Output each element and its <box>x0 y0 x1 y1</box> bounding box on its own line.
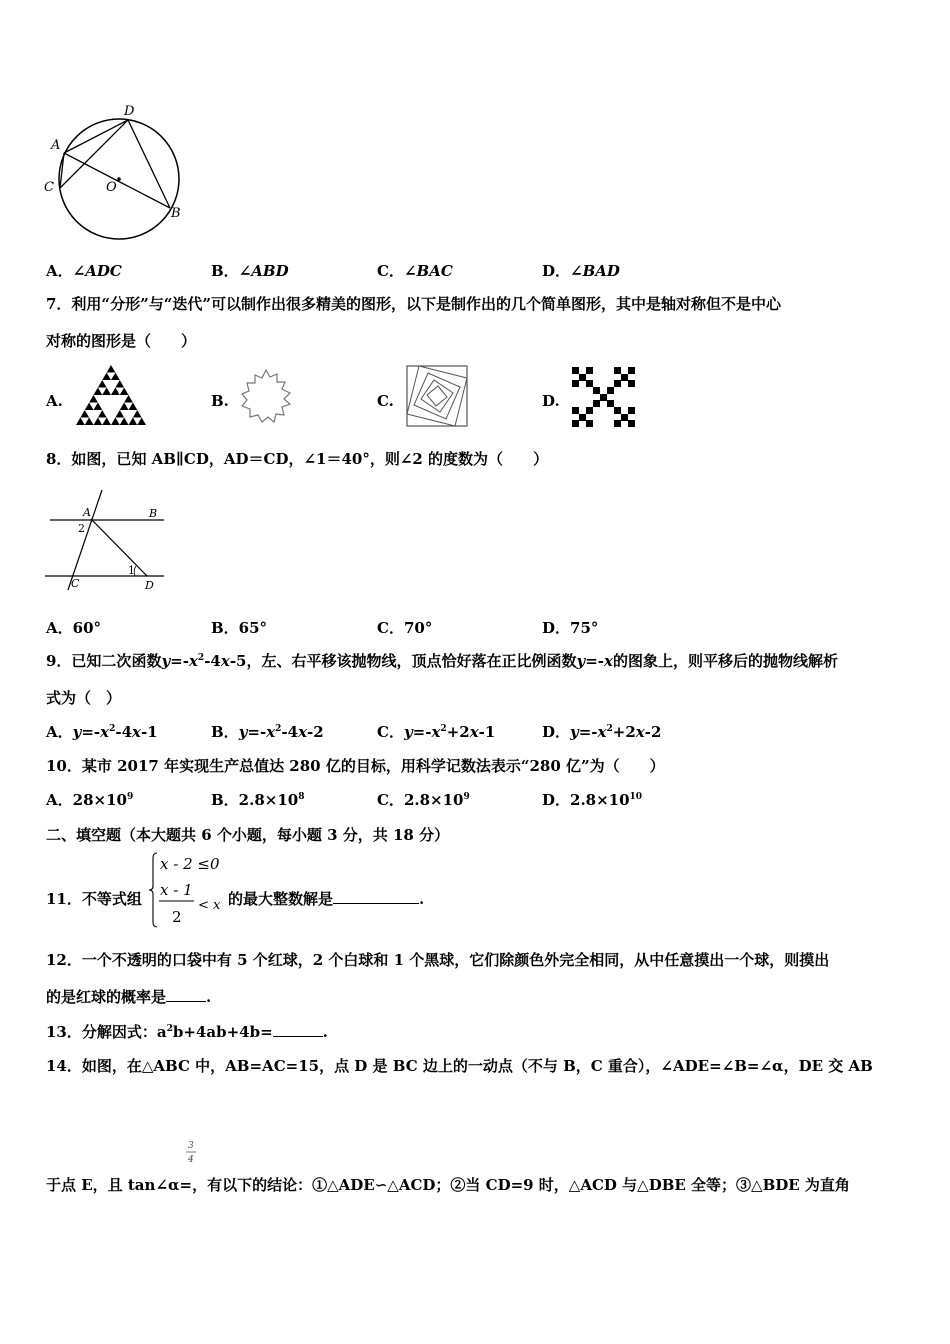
math-var: x <box>188 652 198 670</box>
checker-cells <box>572 367 635 427</box>
option-letter: C． <box>377 262 404 280</box>
math-exp: 10 <box>629 792 643 802</box>
option-text: ∠ABD <box>238 262 289 280</box>
math-exp: 9 <box>463 792 470 802</box>
outer-square <box>407 366 467 426</box>
math-var: x <box>132 723 141 741</box>
q9-option-a[interactable] <box>46 722 158 742</box>
math-op: =- <box>81 723 101 741</box>
frac-den: 4 <box>188 1155 194 1165</box>
label-d: D <box>124 104 135 119</box>
q6-option-a[interactable] <box>46 261 122 281</box>
q8-option-a[interactable]: A．60° <box>46 619 102 637</box>
math-op: =- <box>412 723 432 741</box>
parallel-lines-figure <box>42 486 167 592</box>
lt-x: < x <box>198 898 221 913</box>
math-op: -1 <box>141 723 158 741</box>
math-op: =- <box>247 723 267 741</box>
q8-option-c[interactable]: C．70° <box>377 619 433 637</box>
square-4 <box>421 380 453 412</box>
math-exp: 2 <box>166 1024 173 1034</box>
math-op: +2 <box>612 723 636 741</box>
math-op: -1 <box>478 723 496 741</box>
q7-option-d[interactable]: D. <box>542 392 560 410</box>
q9-option-c[interactable] <box>377 722 495 742</box>
math-var: y <box>161 652 171 670</box>
option-letter: A． <box>46 723 73 741</box>
q12-text: 的是红球的概率是 <box>46 988 167 1006</box>
sierpinski-triangle-figure[interactable] <box>75 364 147 426</box>
center-dot <box>117 177 121 181</box>
chord-ad <box>64 120 128 153</box>
math-exp: 2 <box>197 653 205 663</box>
q7-stem-line2: 对称的图形是（ ） <box>46 332 197 350</box>
q9-option-d[interactable] <box>542 722 661 742</box>
math-exp: 2 <box>275 724 282 734</box>
q8-option-d[interactable]: D．75° <box>542 619 599 637</box>
math-op: -4 <box>204 652 221 670</box>
label-one: 1 <box>128 564 135 577</box>
option-letter: B． <box>211 723 239 741</box>
q8-option-b[interactable]: B．65° <box>211 619 268 637</box>
math-op: =- <box>578 723 598 741</box>
q13-text: b+4ab+4b= <box>172 1023 273 1041</box>
math-var: y <box>403 723 413 741</box>
ineq-1: x - 2 ≤0 <box>160 855 220 873</box>
chord-ab <box>64 153 170 208</box>
math-var: x <box>266 723 276 741</box>
q10-option-a[interactable] <box>46 790 133 810</box>
math-op: +2 <box>446 723 470 741</box>
inequality-system <box>148 850 228 930</box>
option-letter: B． <box>211 262 239 280</box>
math-var: x <box>298 723 308 741</box>
label-a: A <box>83 506 91 519</box>
option-text: D．2.8×10 <box>542 791 630 809</box>
chord-db <box>128 120 170 208</box>
frac-num: x - 1 <box>160 881 193 899</box>
q13-stem <box>46 1022 328 1042</box>
q14-stem-line2: 于点 E，且 tan∠α=，有以下的结论：①△ADE∽△ACD；②当 CD=9 时，△ACD 与△DBE 全等；③△BDE 为直角 <box>46 1176 850 1194</box>
answer-blank[interactable] <box>273 1022 323 1037</box>
math-op: -4 <box>115 723 133 741</box>
option-text: C．2.8×10 <box>377 791 464 809</box>
q12-stem-line2 <box>46 987 211 1007</box>
square-3 <box>414 373 460 419</box>
label-two: 2 <box>78 522 85 535</box>
label-d: D <box>145 579 154 592</box>
math-exp: 2 <box>606 724 613 734</box>
q10-option-b[interactable] <box>211 790 304 810</box>
q9-text: 9．已知二次函数 <box>46 652 162 670</box>
math-exp: 8 <box>298 792 305 802</box>
tan-fraction <box>184 1138 200 1168</box>
option-letter: D． <box>542 723 571 741</box>
math-op: -4 <box>281 723 299 741</box>
snowflake-outline <box>242 370 290 422</box>
math-var: x <box>100 723 110 741</box>
q10-option-d[interactable] <box>542 790 642 810</box>
system-brace <box>149 853 157 927</box>
option-text: B．2.8×10 <box>211 791 299 809</box>
line-ac <box>68 490 102 590</box>
frac-den: 2 <box>172 908 182 926</box>
q12-stem-line1: 12．一个不透明的口袋中有 5 个红球，2 个白球和 1 个黑球，它们除颜色外完全相同，从中任意摸出一个球，则摸出 <box>46 951 830 969</box>
frac-num: 3 <box>188 1141 194 1151</box>
q7-option-c[interactable]: C. <box>377 392 394 410</box>
label-a: A <box>51 138 61 153</box>
q6-option-b[interactable] <box>211 261 289 281</box>
q10-stem: 10．某市 2017 年实现生产总值达 280 亿的目标，用科学记数法表示“280 亿”为（ ） <box>46 757 665 775</box>
option-text: ∠BAD <box>570 262 620 280</box>
math-exp: 9 <box>126 792 134 802</box>
math-var: x <box>469 723 479 741</box>
q12-end: . <box>206 988 212 1006</box>
q9-option-b[interactable] <box>211 722 324 742</box>
section-heading: 二、填空题（本大题共 6 个小题，每小题 3 分，共 18 分） <box>46 826 450 844</box>
square-5 <box>427 386 447 406</box>
q11-text: 的最大整数解是 <box>228 890 334 908</box>
option-text: ∠ADC <box>72 262 122 280</box>
label-c: C <box>44 180 54 195</box>
math-var: x <box>431 723 441 741</box>
math-var: x <box>635 723 645 741</box>
q9-stem-line1 <box>46 651 838 671</box>
q8-stem: 8．如图，已知 AB∥CD，AD＝CD，∠1＝40°，则∠2 的度数为（ ） <box>46 450 549 468</box>
square-2 <box>407 366 467 426</box>
math-op: -2 <box>307 723 324 741</box>
q14-stem-line1: 14．如图，在△ABC 中，AB=AC=15，点 D 是 BC 边上的一动点（不与 B，C 重合），∠ADE=∠B=∠α，DE 交 AB <box>46 1057 873 1075</box>
math-op: =- <box>170 652 189 670</box>
q13-end: . <box>322 1023 328 1041</box>
answer-blank[interactable] <box>166 987 206 1002</box>
option-letter: A． <box>46 262 73 280</box>
answer-blank[interactable] <box>333 889 419 904</box>
option-text: ∠BAC <box>403 262 453 280</box>
math-exp: 2 <box>109 724 116 734</box>
math-op: -5 <box>229 652 247 670</box>
math-var: y <box>576 652 586 670</box>
q6-option-c[interactable] <box>377 261 453 281</box>
q9-text: ，左、右平移该抛物线，顶点恰好落在正比例函数 <box>246 652 577 670</box>
checker-fractal-figure[interactable] <box>572 367 635 427</box>
math-op: -2 <box>644 723 662 741</box>
q9-stem-line2: 式为（ ） <box>46 689 122 707</box>
q11-prefix: 11．不等式组 <box>46 890 142 908</box>
math-var: x <box>604 652 613 670</box>
q13-text: 13．分解因式：a <box>46 1023 167 1041</box>
label-b: B <box>171 206 181 221</box>
label-b: B <box>149 507 158 520</box>
q7-option-b[interactable]: B. <box>211 392 229 410</box>
option-letter: C． <box>377 723 404 741</box>
q6-option-d[interactable] <box>542 261 620 281</box>
q11-end: . <box>419 890 425 908</box>
circle-figure <box>40 100 190 250</box>
q10-option-c[interactable] <box>377 790 470 810</box>
q11-suffix <box>228 888 424 909</box>
q7-option-a[interactable]: A. <box>46 392 63 410</box>
option-letter: D． <box>542 262 571 280</box>
math-op: =- <box>585 652 605 670</box>
option-text: A．28×10 <box>46 791 127 809</box>
q7-stem-line1: 7．利用“分形”与“迭代”可以制作出很多精美的图形，以下是制作出的几个简单图形，其中是轴对称但不是中心 <box>46 295 781 313</box>
math-var: y <box>238 723 248 741</box>
rotated-squares-figure[interactable] <box>406 365 468 427</box>
label-o: O <box>106 180 117 195</box>
math-exp: 2 <box>440 724 447 734</box>
q9-text: 的图象上，则平移后的抛物线解析 <box>612 652 838 670</box>
math-var: x <box>597 723 607 741</box>
label-c: C <box>71 577 80 590</box>
math-var: y <box>72 723 82 741</box>
line-ad <box>91 519 147 576</box>
math-var: y <box>570 723 579 741</box>
koch-snowflake-figure[interactable] <box>236 366 296 426</box>
math-var: x <box>220 652 230 670</box>
